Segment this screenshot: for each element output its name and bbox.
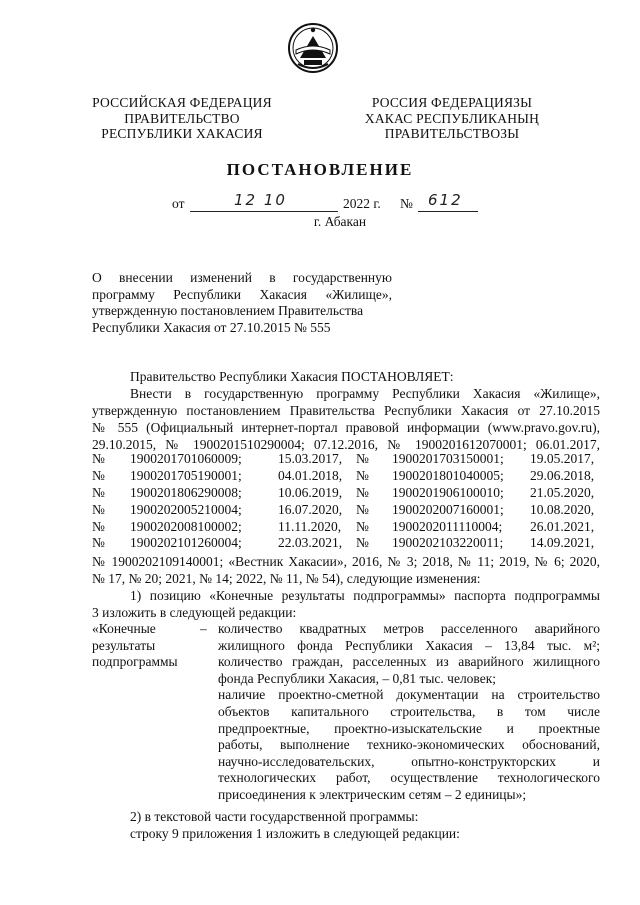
item1-line: 3 изложить в следующей редакции: [92, 605, 297, 620]
position-label: «Конечные результаты подпрограммы [92, 621, 178, 670]
handwritten-number: 612 [428, 191, 463, 209]
registry-row: № 1900202008100002; 11.11.2020, № 1900202011110004; 26.01.2021, [92, 518, 595, 534]
number-sign: № [400, 196, 413, 211]
position-text: количество квадратных метров расселенного аварийного жилищного фонда Республики Хакасия – 13,84 тыс. м²; количество граждан, расселенных из аварийного жилищного фонда Республики Хакасия, – 0,81 тыс. человек; наличие проектно-сметной документации на строительство объектов капитального строительства, в том числе предпроектные, проектно-изыскательские и проектные работы, выполнение технико-экономических обоснований, научно-исследовательских, опытно-конструкторских и технологических работ, осуществление технологического присоединения к электрическим сетям – 2 единицы»; [218, 621, 600, 802]
header-left-line: ПРАВИТЕЛЬСТВО [124, 110, 240, 126]
city [0, 214, 640, 230]
registry-row: № 1900201705190001; 04.01.2018, № 1900201801040005; 29.06.2018, [92, 467, 595, 483]
item2-line: 2) в текстовой части государственной программы: [130, 809, 419, 824]
subject-line: утвержденную постановлением Правительства [92, 303, 364, 318]
header-right-line: ПРАВИТЕЛЬСТВОЗЫ [384, 126, 520, 141]
intro-line: Внести в государственную программу Республики Хакасия «Жилище», [130, 386, 600, 401]
item2-line: строку 9 приложения 1 изложить в следующей редакции: [130, 826, 460, 841]
subject-line: О внесении изменений в государственную [92, 270, 392, 285]
registry-row: № 1900201701060009; 15.03.2017, № 1900201703150001; 19.05.2017, [92, 451, 595, 466]
city-name: г. Абакан [313, 214, 367, 229]
subject-line: программу Республики Хакасия «Жилище», [92, 286, 392, 302]
registry-row: № 1900202101260004; 22.03.2021, № 1900202103220011; 14.09.2021, [92, 535, 595, 551]
header-left-line: РЕСПУБЛИКИ ХАКАСИЯ [101, 126, 263, 141]
item2-text [92, 808, 600, 842]
header-right-line: ХАКАС РЕСПУБЛИКАНЫҢ [364, 110, 540, 126]
document-title: ПОСТАНОВЛЕНИЕ [226, 160, 414, 179]
registry-table [92, 451, 600, 552]
preamble: Правительство Республики Хакасия ПОСТАНОВЛЯЕТ: [130, 369, 454, 384]
registry-tail-line: № 17, № 20; 2021, № 14; 2022, № 11, № 54), следующие изменения: [92, 571, 481, 586]
registry-tail [92, 553, 600, 621]
header-right-line: РОССИЯ ФЕДЕРАЦИЯЗЫ [371, 95, 533, 110]
date-year: 2022 г. [343, 196, 381, 211]
item1-line: 1) позицию «Конечные результаты подпрограммы» паспорта подпрограммы [130, 588, 600, 603]
handwritten-date: 12 10 [234, 191, 287, 209]
registry-row: № 1900201806290008; 10.06.2019, № 1900201906100010; 21.05.2020, [92, 484, 595, 500]
subject-block [92, 270, 392, 336]
intro-line: 29.10.2015, № 1900201510290004; 07.12.2016, № 1900201612070001; 06.01.2017, [92, 437, 600, 452]
intro-line: утвержденную постановлением Правительства Республики Хакасия от 27.10.2015 [92, 403, 600, 418]
header-left-line: РОССИЙСКАЯ ФЕДЕРАЦИЯ [92, 95, 272, 110]
registry-tail-line: № 1900202109140001; «Вестник Хакасии», 2016, № 3; 2018, № 11; 2019, № 6; 2020, [92, 554, 600, 569]
date-prefix: от [172, 196, 185, 211]
header-russian [82, 95, 282, 142]
subject-line: Республики Хакасия от 27.10.2015 № 555 [92, 319, 331, 335]
coat-of-arms-emblem [286, 20, 340, 74]
intro-line: № 555 (Официальный интернет-портал правовой информации (www.pravo.gov.ru), [92, 420, 600, 435]
intro-text [92, 368, 600, 453]
date-number-line [0, 193, 640, 215]
header-khakas [352, 95, 552, 142]
position-dash: – [200, 621, 207, 636]
registry-row: № 1900202005210004; 16.07.2020, № 1900202007160001; 10.08.2020, [92, 501, 595, 517]
